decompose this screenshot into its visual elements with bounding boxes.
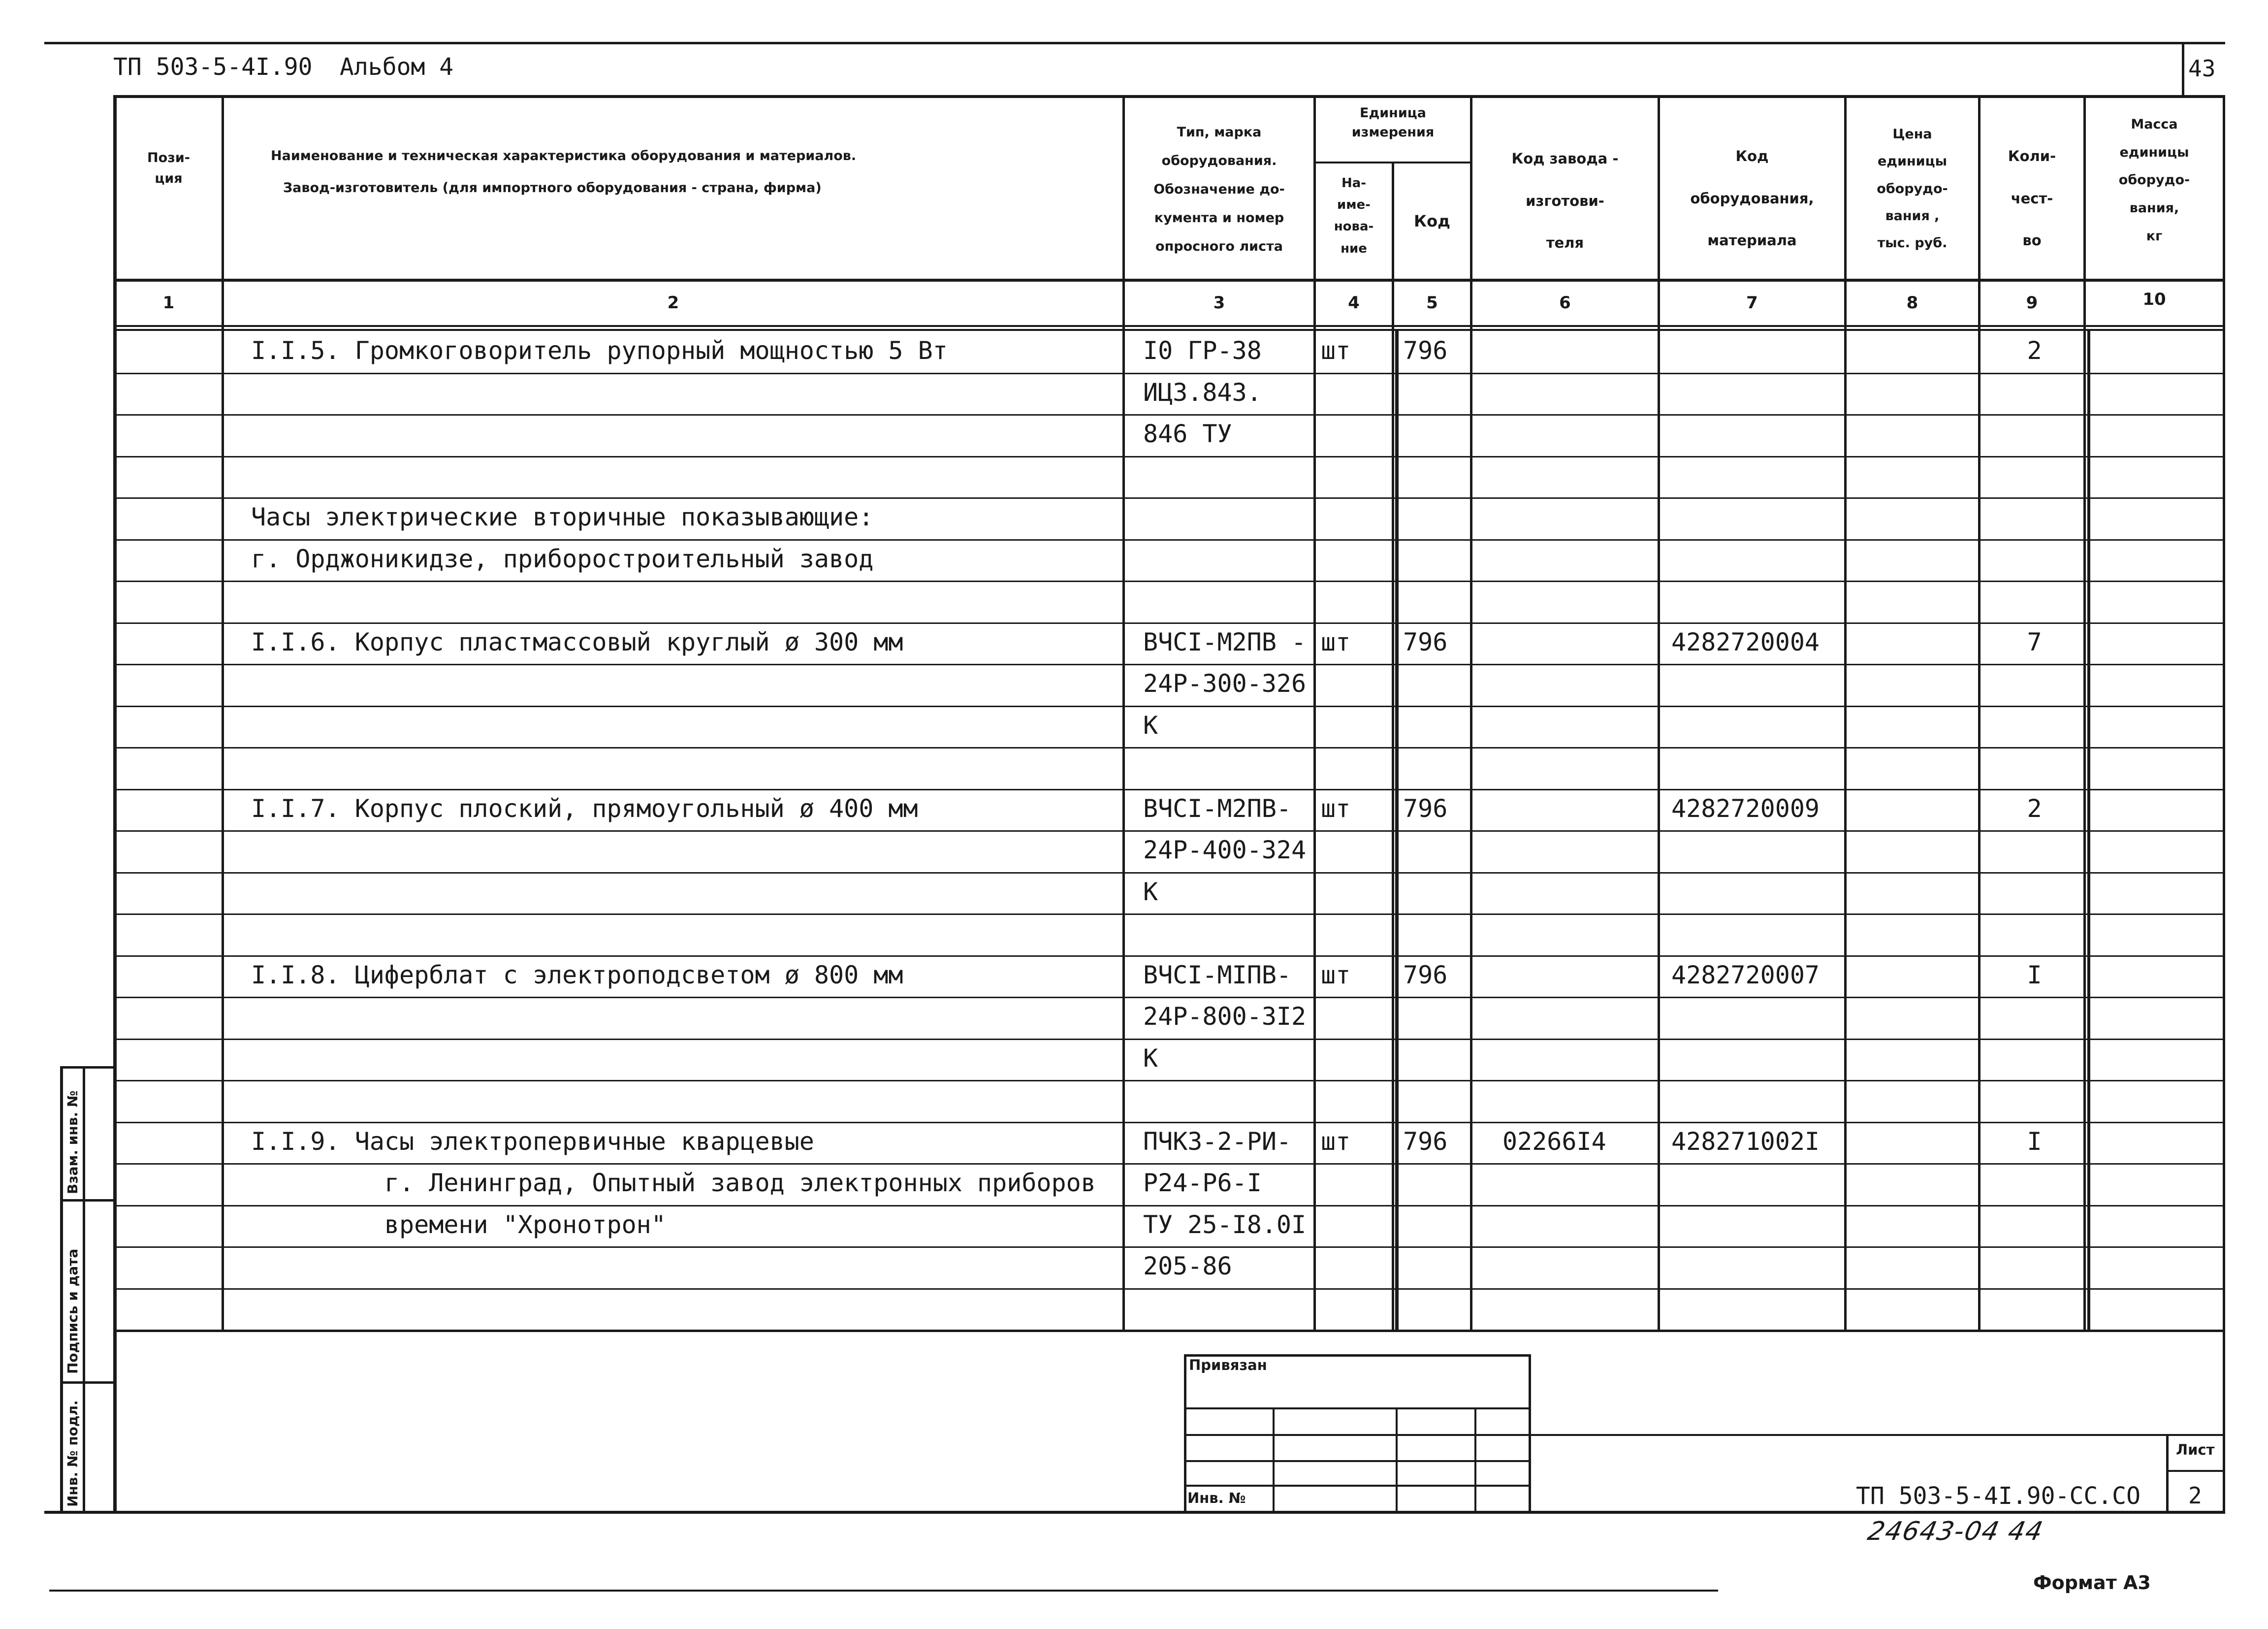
col-num-3: 3 xyxy=(1213,293,1225,313)
cell-name: Часы электрические вторичные показывающие: xyxy=(251,503,874,532)
cell-equipment-code: 4282720007 xyxy=(1671,960,1820,989)
col-header-4: На- име- нова- ние xyxy=(1334,176,1374,256)
row-divider xyxy=(117,497,2224,499)
list-label: Лист xyxy=(2176,1441,2215,1458)
cell-unit-code: 796 xyxy=(1403,794,1448,823)
col-header-2: Наименование и техническая характеристика оборудования и материалов. Завод-изготовитель (для импортного оборудования - страна, фирма) xyxy=(271,148,857,195)
cell-name: времени "Хронотрон" xyxy=(251,1210,666,1239)
row-divider xyxy=(117,913,2224,915)
row-divider xyxy=(117,414,2224,416)
row-divider xyxy=(117,1122,2224,1123)
cell-name: г. Ленинград, Опытный завод электронных приборов xyxy=(251,1169,1096,1198)
cell-type-mark: ВЧСI-М2ПВ- xyxy=(1143,794,1292,823)
row-divider xyxy=(117,539,2224,541)
cell-unit-name: шт xyxy=(1321,1127,1351,1156)
col-num-9: 9 xyxy=(2026,293,2038,313)
cell-unit-name: шт xyxy=(1321,794,1351,823)
col-header-9: Коли- чест- во xyxy=(2008,148,2056,249)
row-divider xyxy=(117,789,2224,790)
cell-quantity: 2 xyxy=(2027,336,2042,365)
row-divider xyxy=(117,1080,2224,1081)
page-number: 43 xyxy=(2188,55,2216,82)
cell-name: I.I.8. Циферблат с электроподсветом ø 800 мм xyxy=(251,960,903,989)
cell-type-mark: К xyxy=(1143,877,1158,906)
priviazan-label: Привязан xyxy=(1189,1357,1267,1373)
cell-equipment-code: 428271002I xyxy=(1671,1127,1820,1156)
col-num-4: 4 xyxy=(1348,293,1360,313)
col-num-10: 10 xyxy=(2142,290,2166,309)
cell-type-mark: 24Р-800-3I2 xyxy=(1143,1002,1307,1031)
col-header-1: Пози- ция xyxy=(147,150,190,186)
row-divider xyxy=(117,872,2224,874)
col-header-8: Цена единицы оборудо- вания , тыс. руб. xyxy=(1877,127,1948,251)
row-divider xyxy=(117,1205,2224,1206)
row-divider xyxy=(117,706,2224,707)
sheet-number: 2 xyxy=(2188,1482,2202,1509)
cell-quantity: 2 xyxy=(2027,794,2042,823)
cell-type-mark: К xyxy=(1143,1043,1158,1073)
cell-unit-code: 796 xyxy=(1403,627,1448,656)
col-num-6: 6 xyxy=(1559,293,1571,313)
cell-type-mark: 846 ТУ xyxy=(1143,420,1232,449)
cell-factory-code: 02266I4 xyxy=(1502,1127,1606,1156)
cell-unit-code: 796 xyxy=(1403,336,1448,365)
cell-equipment-code: 4282720004 xyxy=(1671,627,1820,656)
row-divider xyxy=(117,1288,2224,1290)
cell-type-mark: 205-86 xyxy=(1143,1252,1232,1281)
cell-type-mark: К xyxy=(1143,711,1158,740)
cell-type-mark: 24Р-400-324 xyxy=(1143,836,1307,865)
cell-quantity: I xyxy=(2027,960,2042,989)
cell-name: I.I.5. Громкоговоритель рупорный мощностью 5 Вт xyxy=(251,336,948,365)
cell-unit-code: 796 xyxy=(1403,960,1448,989)
row-divider xyxy=(117,373,2224,374)
cell-name: I.I.7. Корпус плоский, прямоугольный ø 400 мм xyxy=(251,794,918,823)
col-num-1: 1 xyxy=(162,293,175,313)
cell-type-mark: 24Р-300-326 xyxy=(1143,669,1307,698)
col-num-8: 8 xyxy=(1906,293,1918,313)
row-divider xyxy=(117,955,2224,957)
stamp-podpis-data: Подпись и дата xyxy=(64,1248,81,1374)
cell-type-mark: ТУ 25-I8.0I xyxy=(1143,1210,1307,1239)
row-divider xyxy=(117,622,2224,624)
album-label: Альбом 4 xyxy=(340,53,454,81)
row-divider xyxy=(117,1163,2224,1165)
cell-unit-name: шт xyxy=(1321,960,1351,989)
col-header-5: Код xyxy=(1414,212,1450,230)
stamp-inv-podl: Инв. № подл. xyxy=(64,1400,81,1507)
row-divider xyxy=(117,997,2224,998)
cell-name: г. Орджоникидзе, приборостроительный завод xyxy=(251,544,874,573)
cell-quantity: 7 xyxy=(2027,627,2042,656)
cell-unit-name: шт xyxy=(1321,336,1351,365)
row-divider xyxy=(117,747,2224,749)
col-header-10: Масса единицы оборудо- вания, кг xyxy=(2118,117,2190,244)
doc-code: ТП 503-5-4I.90-СС.СО xyxy=(1856,1482,2140,1510)
row-divider xyxy=(117,1246,2224,1248)
row-divider xyxy=(117,581,2224,582)
col-num-5: 5 xyxy=(1426,293,1438,313)
row-divider xyxy=(117,664,2224,665)
format-label: Формат А3 xyxy=(2033,1572,2151,1594)
cell-name: I.I.6. Корпус пластмассовый круглый ø 300 мм xyxy=(251,627,903,656)
row-divider xyxy=(117,830,2224,832)
cell-quantity: I xyxy=(2027,1127,2042,1156)
row-divider xyxy=(117,456,2224,457)
cell-type-mark: ИЦ3.843. xyxy=(1143,378,1262,407)
cell-type-mark: ВЧСI-МIПВ- xyxy=(1143,960,1292,989)
cell-type-mark: ВЧСI-М2ПВ - xyxy=(1143,627,1307,656)
col-num-2: 2 xyxy=(667,293,679,313)
cell-unit-code: 796 xyxy=(1403,1127,1448,1156)
cell-type-mark: Р24-Р6-I xyxy=(1143,1169,1262,1198)
col-header-3: Тип, марка оборудования. Обозначение до- кумента и номер опросного листа xyxy=(1153,125,1285,255)
col-header-6: Код завода - изготови- теля xyxy=(1511,150,1619,252)
inv-no-label: Инв. № xyxy=(1187,1490,1246,1506)
cell-type-mark: I0 ГР-38 xyxy=(1143,336,1262,365)
col-num-7: 7 xyxy=(1746,293,1758,313)
cell-type-mark: ПЧКЗ-2-РИ- xyxy=(1143,1127,1292,1156)
row-divider xyxy=(117,1039,2224,1040)
cell-equipment-code: 4282720009 xyxy=(1671,794,1820,823)
handwritten-number: 24643-04 44 xyxy=(1865,1517,2046,1546)
cell-unit-name: шт xyxy=(1321,627,1351,656)
col-header-7: Код оборудования, материала xyxy=(1690,148,1814,249)
doc-reference: ТП 503-5-4I.90 xyxy=(113,53,313,81)
cell-name: I.I.9. Часы электропервичные кварцевые xyxy=(251,1127,814,1156)
unit-group-header: Единица измерения xyxy=(1351,105,1435,140)
stamp-vzam-inv: Взам. инв. № xyxy=(64,1090,81,1194)
